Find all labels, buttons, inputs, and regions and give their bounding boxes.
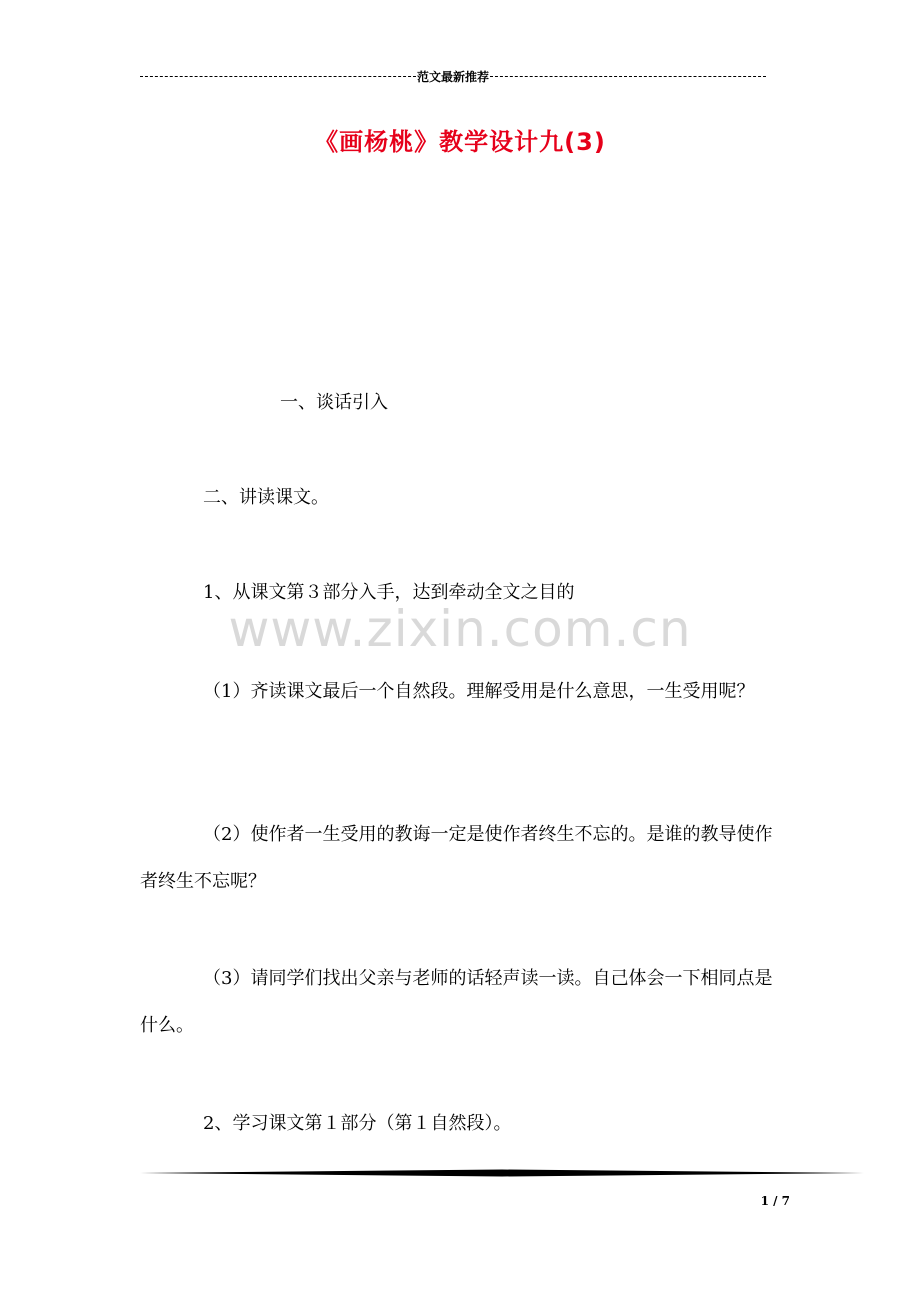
heading-reading: 二、讲读课文。 [203, 487, 329, 508]
paragraph-step-2: 2、学习课文第１部分（第１自然段）。 [203, 1113, 512, 1134]
header-label: 范文最新推荐 [417, 69, 490, 84]
page-header [140, 68, 766, 84]
header-dash-right [490, 76, 766, 77]
paragraph-question-3: （3）请同学们找出父亲与老师的话轻声读一读。自己体会一下相同点是什么。 [140, 968, 773, 1036]
page-number: 1 / 7 [760, 1194, 790, 1208]
paragraph-question-2: （2）使作者一生受用的教诲一定是使作者终生不忘的。是谁的教导使作者终生不忘呢？ [140, 824, 773, 892]
watermark: www.zixin.com.cn [228, 600, 692, 658]
heading-intro: 一、谈话引入 [280, 392, 388, 413]
header-dash-left [140, 76, 416, 77]
paragraph-step-1: 1、从课文第３部分入手，达到牵动全文之目的 [203, 582, 575, 603]
document-title: 《画杨桃》教学设计九(3) [314, 128, 606, 156]
footer-divider [140, 1169, 864, 1177]
paragraph-question-1: （1）齐读课文最后一个自然段。理解受用是什么意思，一生受用呢？ [203, 681, 755, 702]
